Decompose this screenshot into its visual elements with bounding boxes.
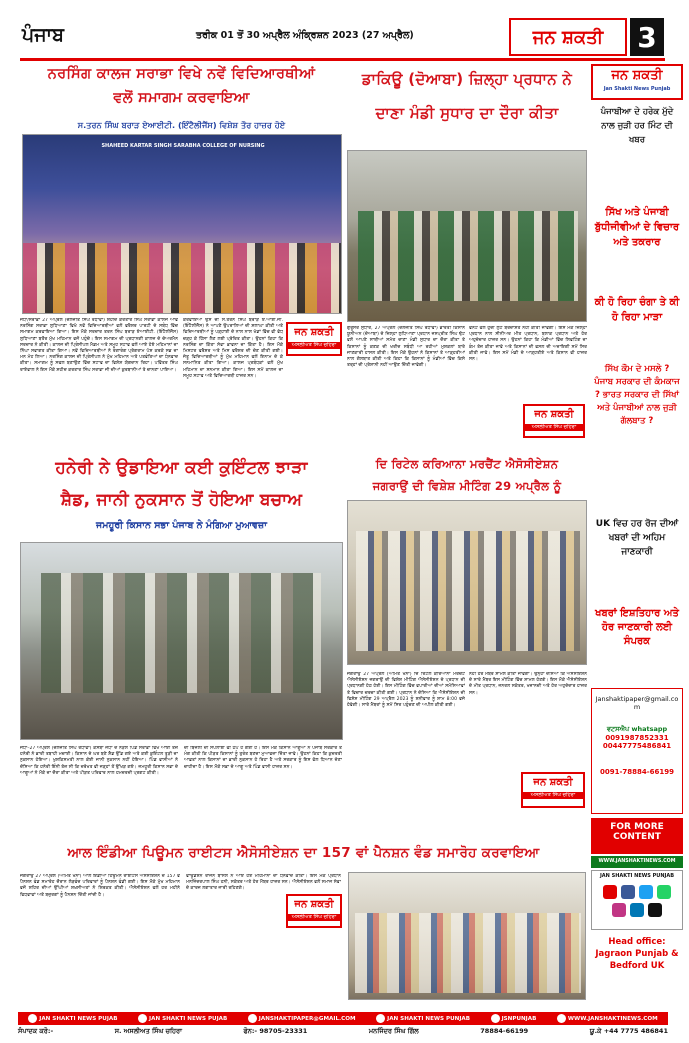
footer-link-twitter[interactable]: JSNPUNJAB (491, 1014, 537, 1023)
article-kariana-association (347, 450, 587, 840)
sidebar-topic-4: UK ਵਿਚ ਹਰ ਰੋਜ ਦੀਆਂ ਖਬਰਾਂ ਦੀ ਅਹਿਮ ਜਾਣਕਾਰੀ (591, 514, 683, 600)
stage-banner: SHAHEED KARTAR SINGH SARABHA COLLEGE OF NURSING (101, 143, 265, 149)
group-photo-stage (22, 134, 342, 314)
mandi-group-photo (347, 150, 587, 322)
sidebar-promo: ਪੰਜਾਬੀਆ ਦੇ ਹਰੇਕ ਮੁੱਦੇ ਨਾਲ ਜੁੜੀ ਹਰ ਮਿੰਟ ਦੀ ਖਬਰ (591, 102, 683, 197)
brand-title: ਜਨ ਸ਼ਕਤੀ (532, 26, 604, 48)
facebook-icon[interactable] (621, 885, 635, 899)
article-subhead: ਸ.ਤਰਨ ਸਿੰਘ ਬਰਾੜ ਏਆਈਟੀ. (ਇੰਟੈਲੀਜੈਂਸ) ਵਿਸ਼ੇਸ਼ ਤੌਰ ਹਾਜ਼ਰ ਹੋਏ (77, 120, 286, 130)
article-headline: ਦਿ ਰਿਟੇਲ ਕਰਿਆਨਾ ਮਰਚੈਂਟ ਐਸੋਸੀਏਸ਼ਨ (375, 457, 559, 471)
sidebar-logo (591, 64, 683, 100)
article-headline: ਹਨੇਰੀ ਨੇ ਉਡਾਇਆ ਕਈ ਕੁਇੰਟਲ ਝਾੜਾ (55, 458, 308, 478)
footer-link-instagram[interactable]: JAN SHAKTI NEWS PUNJAB (376, 1014, 470, 1023)
issue-date: ਤਰੀਕ 01 ਤੋਂ 30 ਅਪ੍ਰੈਲ ਅੰਕ੍ਰਿਸ਼ਨ 2023 (27 ਅਪ੍ਰੈਲ) (196, 30, 414, 41)
more-content-banner: FOR MORE CONTENT (591, 818, 683, 854)
footer-editor-label: ਸੰਪਾਦਕ ਕਰੋ:- (18, 1027, 54, 1035)
footer-publisher: ਸ. ਅਸਲੀਅਤ ਸਿੰਘ ਚਹਿਰਾ (114, 1027, 182, 1035)
storm-damage-photo (20, 542, 343, 740)
footer-link-youtube[interactable]: JAN SHAKTI NEWS PUJAB (28, 1014, 117, 1023)
sidebar-logo-title: ਜਨ ਸ਼ਕਤੀ (611, 68, 663, 83)
ad-logo-tagline: ਅਸਲੀਅਤ ਸਿੰਘ ਚਹਿਰਾ (288, 342, 340, 349)
ad-logo-box (286, 894, 342, 928)
ad-logo-box (523, 404, 585, 438)
ad-logo-title: ਜਨ ਸ਼ਕਤੀ (294, 327, 334, 338)
article-body-col2: ਫਾਊਂਡੇਸ਼ਨ ਰਾਜਨ ਬਾਂਸਲ ਨੇ ਆਏ ਹੋਏ ਮਹਿਮਾਨਾਂ ਦਾ ਧੰਨਵਾਦ ਕੀਤਾ। ਇਸ ਮੌਕੇ ਪ੍ਰਧਾਨ ਮਨਜਿੰਦਰਪਾਲ ਸਿੰਘ ਹਨੀ, ਸਕੱਤਰ ਅਤੇ ਹੋਰ ਮੈਂਬਰ ਹਾਜ਼ਰ ਸਨ। ਐਸੋਸੀਏਸ਼ਨ ਵਲੋਂ ਸਮਾਜ ਸੇਵਾ ਦੇ ਕਾਰਜ ਲਗਾਤਾਰ ਜਾਰੀ ਰਹਿਣਗੇ। (186, 874, 341, 892)
email-icon (248, 1014, 257, 1023)
page-number-box (630, 18, 664, 56)
footer-link-facebook[interactable]: JAN SHAKTI NEWS PUJAB (138, 1014, 227, 1023)
contact-phone-2[interactable]: 00447775486841 (602, 742, 672, 750)
article-mandi-visit (347, 64, 587, 447)
instagram-icon[interactable] (612, 903, 626, 917)
ad-logo-tagline: ਅਸਲੀਅਤ ਸਿੰਘ ਚਹਿਰਾ (525, 424, 583, 431)
article-body-col2: ਨਹੀਂ ਹਰ ਮੈਂਬਰ ਸ਼ਾਮਲ ਕੀਤਾ ਜਾਵੇਗਾ। ਉਨ੍ਹਾਂ ਦੱਸਿਆ ਕਿ ਐਸੋਸੀਏਸ਼ਨ ਦੇ ਸਾਰੇ ਮੈਂਬਰ ਇਸ ਮੀਟਿੰਗ ਵਿੱਚ ਸ਼ਾਮਲ ਹੋਣਗੇ। ਇਸ ਮੌਕੇ ਐਸੋਸੀਏਸ਼ਨ ਦੇ ਮੀਤ ਪ੍ਰਧਾਨ, ਜਨਰਲ ਸਕੱਤਰ, ਖਜ਼ਾਨਚੀ ਅਤੇ ਹੋਰ ਅਹੁਦੇਦਾਰ ਹਾਜ਼ਰ ਸਨ। (469, 672, 587, 696)
article-subhead: ਜਮਹੂਰੀ ਕਿਸਾਨ ਸਭਾ ਪੰਜਾਬ ਨੇ ਮੰਗਿਆ ਮੁਆਵਜ਼ਾ (96, 520, 267, 531)
ad-logo-tagline: ਅਸਲੀਅਤ ਸਿੰਘ ਚਹਿਰਾ (523, 792, 583, 799)
footer-manager: ਮਨਜਿੰਦਰ ਸਿੰਘ ਗਿੱਲ (368, 1027, 419, 1035)
header-rule (20, 58, 665, 61)
facebook-icon (138, 1014, 147, 1023)
footer-phone-india: ਫੋਨ:- 98705-23331 (243, 1027, 308, 1035)
footer-link-website[interactable]: WWW.JANSHAKTINEWS.COM (557, 1014, 658, 1023)
section-title: ਪੰਜਾਬ (22, 24, 64, 46)
article-body-col1: ਜੋਧਾਂ–27 ਅਪ੍ਰੈਲ (ਦਲਜੀਤ ਸਿੰਘ ਰੰਧਾਵਾ) ਕਸਬਾ ਜੋਧਾਂ ਦੇ ਨੇੜਲੇ ਪਿੰਡ ਸਰਾਭਾ ਵਿਖੇ ਆਈ ਤੇਜ਼ ਹਨੇਰੀ ਨੇ ਭਾਰੀ ਤਬਾਹੀ ਮਚਾਈ। ਕਿਸਾਨ ਦੇ ਘਰ ਬਣੇ ਸ਼ੈਡ ਉੱਡ ਗਏ ਅਤੇ ਕਈ ਕੁਇੰਟਲ ਤੂੜੀ ਦਾ ਨੁਕਸਾਨ ਹੋਇਆ। ਖੁਸ਼ਕਿਸਮਤੀ ਨਾਲ ਕੋਈ ਜਾਨੀ ਨੁਕਸਾਨ ਨਹੀਂ ਹੋਇਆ। ਪਿੰਡ ਵਾਸੀਆਂ ਨੇ ਦੱਸਿਆ ਕਿ ਹਨੇਰੀ ਇੰਨੀ ਤੇਜ਼ ਸੀ ਕਿ ਦਰੱਖਤ ਵੀ ਜੜ੍ਹਾਂ ਤੋਂ ਉੱਖੜ ਗਏ। ਜਮਹੂਰੀ ਕਿਸਾਨ ਸਭਾ ਦੇ ਆਗੂਆਂ ਨੇ ਮੌਕੇ ਦਾ ਦੌਰਾ ਕੀਤਾ ਅਤੇ ਪੀੜਤ ਪਰਿਵਾਰ ਨਾਲ ਹਮਦਰਦੀ ਪ੍ਰਗਟ ਕੀਤੀ। (20, 746, 178, 776)
contact-phone-3[interactable]: 0091-78884-66199 (600, 768, 674, 776)
meeting-group-photo (347, 500, 587, 665)
linkedin-icon[interactable] (630, 903, 644, 917)
footer-links-bar (18, 1012, 668, 1025)
article-body-col1: ਜਗਰਾਉਂ 27 ਅਪ੍ਰੈਲ (ਅਮਿਤ ਖੰਨਾ) ਆਲ ਇੰਡੀਆ ਹਿਊਮਨ ਰਾਈਟਸ ਐਸੋਸੀਏਸ਼ਨ ਦੇ 157 ਵੇਂ ਪੈਨਸ਼ਨ ਵੰਡ ਸਮਾਰੋਹ ਦੌਰਾਨ ਲੋੜਵੰਦ ਪਰਿਵਾਰਾਂ ਨੂੰ ਪੈਨਸ਼ਨ ਵੰਡੀ ਗਈ। ਇਸ ਮੌਕੇ ਮੁੱਖ ਮਹਿਮਾਨ ਵਜੋਂ ਸ਼ਹਿਰ ਦੀਆਂ ਉੱਘੀਆਂ ਸ਼ਖ਼ਸੀਅਤਾਂ ਨੇ ਸ਼ਿਰਕਤ ਕੀਤੀ। ਐਸੋਸੀਏਸ਼ਨ ਵਲੋਂ ਹਰ ਮਹੀਨੇ ਵਿਧਵਾਵਾਂ ਅਤੇ ਬਜ਼ੁਰਗਾਂ ਨੂੰ ਪੈਨਸ਼ਨ ਦਿੱਤੀ ਜਾਂਦੀ ਹੈ। (20, 874, 180, 898)
ad-logo-tagline: ਅਸਲੀਅਤ ਸਿੰਘ ਚਹਿਰਾ (288, 914, 340, 921)
sidebar-contact-heading: ਖਬਰਾਂ ਇਸ਼ਤਿਹਾਰ ਅਤੇ ਹੋਰ ਜਾਣਕਾਰੀ ਲਈ ਸੰਪਰਕ (591, 604, 683, 684)
article-body-col1: ਜੋਧਾਂ/ਸਰਾਭਾ 27 ਅਪ੍ਰੈਲ (ਦਲਜੀਤ ਸਿੰਘ ਰੰਧਾਵਾ) ਸ਼ਹੀਦ ਕਰਤਾਰ ਸਿੰਘ ਸਰਾਭਾ ਕਾਲਜ ਆਫ ਨਰਸਿੰਗ ਸਰਾਭਾ ਲੁਧਿਆਣਾ ਵਿਖੇ ਨਵੇਂ ਵਿਦਿਆਰਥੀਆਂ ਵਲੋਂ ਫਰੈਸ਼ਰ ਪਾਰਟੀ ਦੇ ਸਬੰਧ ਵਿੱਚ ਸਮਾਗਮ ਕਰਵਾਇਆ ਗਿਆ। ਇਸ ਮੌਕੇ ਸਰਦਾਰ ਤਰਨ ਸਿੰਘ ਬਰਾੜ ਏਆਈਟੀ. (ਇੰਟੈਲੀਜੈਂਸ) ਲੁਧਿਆਣਾ ਬਤੌਰ ਮੁੱਖ ਮਹਿਮਾਨ ਵਜੋਂ ਪਹੁੰਚੇ। ਇਸ ਸਮਾਗਮ ਦੀ ਪ੍ਰਧਾਨਗੀ ਕਾਲਜ ਦੇ ਚੇਅਰਮੈਨ ਸਰਦਾਰ ਨੇ ਕੀਤੀ। ਕਾਲਜ ਦੀ ਪ੍ਰਿੰਸੀਪਲ ਮੈਡਮ ਅਤੇ ਸਮੂਹ ਸਟਾਫ ਵਲੋਂ ਆਏ ਹੋਏ ਮਹਿਮਾਨਾਂ ਦਾ ਨਿੱਘਾ ਸਵਾਗਤ ਕੀਤਾ ਗਿਆ। ਨਵੇਂ ਵਿਦਿਆਰਥੀਆਂ ਨੇ ਰੰਗਾਰੰਗ ਪ੍ਰੋਗਰਾਮ ਪੇਸ਼ ਕਰਕੇ ਸਭ ਦਾ ਮਨ ਮੋਹ ਲਿਆ। ਨਰਸਿੰਗ ਕਾਲਜ ਦੀ ਪ੍ਰਿੰਸੀਪਲ ਨੇ ਮੁੱਖ ਮਹਿਮਾਨ ਅਤੇ ਪਤਵੰਤਿਆਂ ਦਾ ਧੰਨਵਾਦ ਕੀਤਾ। ਸਮਾਗਮ ਨੂੰ ਸਫਲ ਬਣਾਉਣ ਵਿੱਚ ਸਟਾਫ ਦਾ ਵਿਸ਼ੇਸ਼ ਯੋਗਦਾਨ ਰਿਹਾ। ਪਵਿੱਤਰ ਸਿੰਘ ਰਾਏਵਾਲ ਨੇ ਇਸ ਮੌਕੇ ਸ਼ਹੀਦ ਕਰਤਾਰ ਸਿੰਘ ਸਰਾਭਾ ਜੀ ਦੀਆਂ ਕੁਰਬਾਨੀਆਂ ਤੇ ਚਾਨਣਾ ਪਾਇਆ। (20, 318, 178, 373)
ad-logo-box (521, 772, 585, 808)
contact-email[interactable]: Janshaktipaper@gmail.com (595, 695, 679, 711)
social-title: JAN SHAKTI NEWS PUNJAB (599, 873, 675, 879)
article-headline: ਆਲ ਇੰਡੀਆ ਪਿਊਮਨ ਰਾਈਟਸ ਐਸੋਸੀਏਸ਼ਨ ਦਾ 157 ਵਾਂ ਪੈਨਸ਼ਨ ਵੰਡ ਸਮਾਰੋਹ ਕਰਵਾਇਆ (67, 845, 540, 861)
sidebar (588, 62, 685, 1010)
sidebar-logo-sub: Jan Shakti News Punjab (603, 86, 671, 92)
contact-phone-1[interactable]: 0091987852331 (605, 734, 669, 742)
article-storm-damage (20, 450, 343, 840)
youtube-icon[interactable] (603, 885, 617, 899)
article-body-col1: ਗੁਰੂਸਰ ਸੁਧਾਰ, 27 ਅਪ੍ਰੈਲ (ਦਲਜੀਤ ਸਿੰਘ ਰੰਧਾਵਾ) ਭਾਰਤੀ ਕਿਸਾਨ ਯੂਨੀਅਨ (ਦੋਆਬਾ) ਦੇ ਜ਼ਿਲ੍ਹਾ ਲੁਧਿਆਣਾ ਪ੍ਰਧਾਨ ਜਸਪ੍ਰੀਤ ਸਿੰਘ ਢੱਟ ਵਲੋਂ ਆਪਣੇ ਸਾਥੀਆਂ ਸਮੇਤ ਦਾਣਾ ਮੰਡੀ ਸੁਧਾਰ ਦਾ ਦੌਰਾ ਕੀਤਾ ਤੇ ਕਿਸਾਨਾਂ ਨੂੰ ਕਣਕ ਦੀ ਖਰੀਦ ਸਬੰਧੀ ਆ ਰਹੀਆਂ ਮੁਸ਼ਕਲਾਂ ਬਾਰੇ ਜਾਣਕਾਰੀ ਹਾਸਲ ਕੀਤੀ। ਇਸ ਮੌਕੇ ਉਹਨਾਂ ਨੇ ਕਿਸਾਨਾਂ ਤੇ ਆੜ੍ਹਤੀਆਂ ਨਾਲ ਗੱਲਬਾਤ ਕੀਤੀ ਅਤੇ ਕਿਹਾ ਕਿ ਕਿਸਾਨਾਂ ਨੂੰ ਮੰਡੀਆਂ ਵਿੱਚ ਕਿਸੇ ਤਰ੍ਹਾਂ ਦੀ ਪ੍ਰੇਸ਼ਾਨੀ ਨਹੀਂ ਆਉਣ ਦਿੱਤੀ ਜਾਵੇਗੀ। (347, 326, 465, 369)
masthead (0, 0, 689, 62)
page-number: 3 (637, 20, 657, 54)
website-link[interactable]: WWW.JANSHAKTINEWS.COM (591, 856, 683, 868)
whatsapp-icon[interactable] (657, 885, 671, 899)
head-office: Head office: Jagraon Punjab & Bedford UK (595, 937, 679, 971)
social-box (591, 870, 683, 930)
footer-link-email[interactable]: JANSHAKTIPAPER@GMAIL.COM (248, 1014, 356, 1023)
article-headline-line2: ਦਾਣਾ ਮੰਡੀ ਸੁਧਾਰ ਦਾ ਦੌਰਾ ਕੀਤਾ (375, 104, 559, 122)
sidebar-topic-2: ਕੀ ਹੋ ਰਿਹਾ ਚੰਗਾ ਤੇ ਕੀ ਹੋ ਰਿਹਾ ਮਾੜਾ (591, 292, 683, 354)
twitter-icon[interactable] (639, 885, 653, 899)
footer-phone-manager: 78884-66199 (480, 1027, 529, 1035)
ad-logo-title: ਜਨ ਸ਼ਕਤੀ (534, 409, 574, 420)
ad-logo-box (286, 322, 342, 356)
whatsapp-label: ਵਟਸਐਪ whatsapp (606, 725, 668, 733)
sidebar-topic-1: ਸਿੱਖ ਅਤੇ ਪੰਜਾਬੀ ਬੁੱਧੀਜੀਵੀਆਂ ਦੇ ਵਿਚਾਰ ਅਤੇ ਤਕਰਾਰ (591, 202, 683, 287)
article-nursing-college (20, 64, 343, 447)
article-headline-line2: ਸ਼ੈਡ, ਜਾਨੀ ਨੁਕਸਾਨ ਤੋਂ ਹੋਇਆ ਬਚਾਅ (60, 490, 303, 510)
globe-icon (557, 1014, 566, 1023)
article-headline: ਨਰਸਿੰਗ ਕਾਲਜ ਸਰਾਭਾ ਵਿਖੇ ਨਵੇਂ ਵਿਦਿਆਰਥੀਆਂ (47, 66, 316, 82)
article-headline: ਡਾਕਿਊ (ਦੋਆਬਾ) ਜ਼ਿਲ੍ਹਾ ਪ੍ਰਧਾਨ ਨੇ (361, 70, 573, 88)
sidebar-contact-box (591, 688, 683, 814)
article-pension-ceremony (20, 842, 587, 1002)
tiktok-icon[interactable] (648, 903, 662, 917)
ad-logo-title: ਜਨ ਸ਼ਕਤੀ (294, 899, 334, 910)
article-body-col2: ਫੋਨਟ ਵੇਲੇ ਹੁੰਦੀ ਲੁੱਟ ਬਰਦਾਸ਼ਤ ਨਹੀਂ ਕੀਤੀ ਜਾਵੇਗੀ। ਇਸ ਮੌਕੇ ਜ਼ਿਲ੍ਹਾ ਪ੍ਰਧਾਨ ਨਾਲ ਸੀਨੀਅਰ ਮੀਤ ਪ੍ਰਧਾਨ, ਬਲਾਕ ਪ੍ਰਧਾਨ ਅਤੇ ਹੋਰ ਅਹੁਦੇਦਾਰ ਹਾਜ਼ਰ ਸਨ। ਉਹਨਾਂ ਕਿਹਾ ਕਿ ਮੰਡੀਆਂ ਵਿੱਚ ਲਿਫਟਿੰਗ ਦਾ ਕੰਮ ਤੇਜ਼ ਕੀਤਾ ਜਾਵੇ ਅਤੇ ਕਿਸਾਨਾਂ ਦੀ ਫਸਲ ਦੀ ਅਦਾਇਗੀ ਸਮੇਂ ਸਿਰ ਕੀਤੀ ਜਾਵੇ। ਇਸ ਸਮੇਂ ਮੰਡੀ ਦੇ ਆੜ੍ਹਤੀਏ ਅਤੇ ਕਿਸਾਨ ਵੀ ਹਾਜ਼ਰ ਸਨ। (469, 326, 587, 363)
article-headline-line2: ਵਲੋਂ ਸਮਾਗਮ ਕਰਵਾਇਆ (113, 90, 250, 106)
footer-credits (18, 1027, 668, 1040)
article-body-col1: ਜਗਰਾਉਂ 27 ਅਪ੍ਰੈਲ (ਅਮਿਤ ਖੰਨਾ) ਦਿ ਰਿਟੇਲ ਕਰਿਆਨਾ ਮਰਚੈਂਟ ਐਸੋਸੀਏਸ਼ਨ ਜਗਰਾਉਂ ਦੀ ਵਿਸ਼ੇਸ਼ ਮੀਟਿੰਗ ਐਸੋਸੀਏਸ਼ਨ ਦੇ ਪ੍ਰਧਾਨ ਦੀ ਪ੍ਰਧਾਨਗੀ ਹੇਠ ਹੋਈ। ਇਸ ਮੀਟਿੰਗ ਵਿੱਚ ਵਪਾਰੀਆਂ ਦੀਆਂ ਸਮੱਸਿਆਵਾਂ ਤੇ ਵਿਚਾਰ ਚਰਚਾ ਕੀਤੀ ਗਈ। ਪ੍ਰਧਾਨ ਨੇ ਦੱਸਿਆ ਕਿ ਐਸੋਸੀਏਸ਼ਨ ਦੀ ਵਿਸ਼ੇਸ਼ ਮੀਟਿੰਗ 29 ਅਪ੍ਰੈਲ 2023 ਨੂੰ ਸ਼ਨੀਵਾਰ ਨੂੰ ਸ਼ਾਮ 8:00 ਵਜੇ ਹੋਵੇਗੀ। ਸਾਰੇ ਮੈਂਬਰਾਂ ਨੂੰ ਸਮੇਂ ਸਿਰ ਪਹੁੰਚਣ ਦੀ ਅਪੀਲ ਕੀਤੀ ਗਈ। (347, 672, 465, 709)
footer-phone-uk: ਯੂ.ਕੇ +44 7775 486841 (589, 1027, 668, 1035)
brand-logo (509, 18, 627, 56)
article-headline-line2: ਜਗਰਾਉਂ ਦੀ ਵਿਸ਼ੇਸ਼ ਮੀਟਿੰਗ 29 ਅਪ੍ਰੈਲ ਨੂੰ (372, 479, 562, 493)
article-body-col2: ਦੀ ਬਿਜਲੀ ਦੀ ਸਪਲਾਈ ਵੀ ਠੱਪ ਹੋ ਗਈ ਹੈ। ਇਸ ਮੌਕੇ ਕਿਸਾਨ ਆਗੂਆਂ ਨੇ ਪੰਜਾਬ ਸਰਕਾਰ ਤੋਂ ਮੰਗ ਕੀਤੀ ਕਿ ਪੀੜਤ ਕਿਸਾਨਾਂ ਨੂੰ ਤੁਰੰਤ ਬਣਦਾ ਮੁਆਵਜ਼ਾ ਦਿੱਤਾ ਜਾਵੇ। ਉਹਨਾਂ ਕਿਹਾ ਕਿ ਕੁਦਰਤੀ ਆਫ਼ਤਾਂ ਨਾਲ ਕਿਸਾਨਾਂ ਦਾ ਭਾਰੀ ਨੁਕਸਾਨ ਹੋ ਰਿਹਾ ਹੈ ਅਤੇ ਸਰਕਾਰ ਨੂੰ ਇਸ ਵੱਲ ਧਿਆਨ ਦੇਣਾ ਚਾਹੀਦਾ ਹੈ। ਇਸ ਮੌਕੇ ਸਭਾ ਦੇ ਆਗੂ ਅਤੇ ਪਿੰਡ ਵਾਸੀ ਹਾਜ਼ਰ ਸਨ। (184, 746, 342, 770)
twitter-icon (491, 1014, 500, 1023)
article-body-col2: ਕਰਵਾਇਆ ਉਸ ਦੀ ਸ.ਤਰਨ ਸਿੰਘ ਬਰਾੜ ਏ.ਆਈ.ਜੀ. (ਇੰਟੈਲੀਜੈਂਸ) ਨੇ ਆਪਣੇ ਉਪਰਾਲਿਆਂ ਦੀ ਸ਼ਲਾਘਾ ਕੀਤੀ ਅਤੇ ਵਿਦਿਆਰਥੀਆਂ ਨੂੰ ਪੜ੍ਹਾਈ ਦੇ ਨਾਲ ਨਾਲ ਖੇਡਾਂ ਵਿੱਚ ਵੀ ਵੱਧ ਚੜ੍ਹ ਕੇ ਹਿੱਸਾ ਲੈਣ ਲਈ ਪ੍ਰੇਰਿਤ ਕੀਤਾ। ਉਹਨਾਂ ਕਿਹਾ ਕਿ ਨਰਸਿੰਗ ਦਾ ਕਿੱਤਾ ਸੇਵਾ ਭਾਵਨਾ ਦਾ ਕਿੱਤਾ ਹੈ। ਇਸ ਮੌਕੇ ਮਿਸਟਰ ਫਰੈਸ਼ਰ ਅਤੇ ਮਿਸ ਫਰੈਸ਼ਰ ਦੀ ਚੋਣ ਕੀਤੀ ਗਈ। ਜੇਤੂ ਵਿਦਿਆਰਥੀਆਂ ਨੂੰ ਮੁੱਖ ਮਹਿਮਾਨ ਵਲੋਂ ਇਨਾਮ ਦੇ ਕੇ ਸਨਮਾਨਿਤ ਕੀਤਾ ਗਿਆ। ਕਾਲਜ ਪ੍ਰਬੰਧਕਾਂ ਵਲੋਂ ਮੁੱਖ ਮਹਿਮਾਨ ਦਾ ਸਨਮਾਨ ਕੀਤਾ ਗਿਆ। ਇਸ ਸਮੇਂ ਕਾਲਜ ਦਾ ਸਮੂਹ ਸਟਾਫ ਅਤੇ ਵਿਦਿਆਰਥੀ ਹਾਜ਼ਰ ਸਨ। (183, 318, 283, 379)
sidebar-topic-3: ਸਿੱਖ ਕੌਮ ਦੇ ਮਸਲੇ ? ਪੰਜਾਬ ਸਰਕਾਰ ਦੀ ਕੰਮਕਾਜ ? ਭਾਰਤ ਸਰਕਾਰ ਦੀ ਸਿੱਖਾਂ ਅਤੇ ਪੰਜਾਬੀਆਂ ਨਾਲ ਜੁੜੀ ਗੱਲਬਾਤ ? (591, 360, 683, 510)
youtube-icon (28, 1014, 37, 1023)
ad-logo-title: ਜਨ ਸ਼ਕਤੀ (533, 777, 573, 788)
instagram-icon (376, 1014, 385, 1023)
pension-ceremony-photo (348, 872, 586, 1000)
